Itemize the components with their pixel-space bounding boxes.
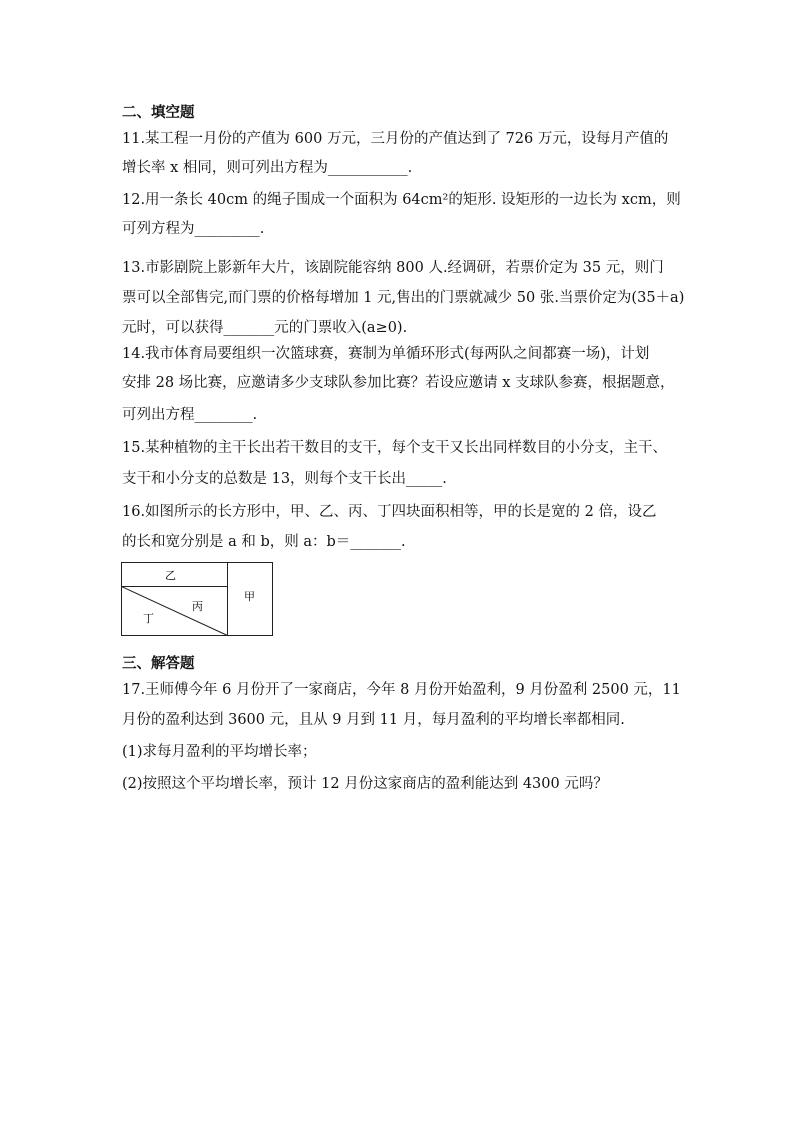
- label-ding: 丁: [143, 612, 154, 625]
- question-16-line-1: 16.如图所示的长方形中，甲、乙、丙、丁四块面积相等，甲的长是宽的 2 倍，设乙: [122, 504, 657, 520]
- section-heading-answer: 三、解答题: [122, 656, 195, 672]
- question-14-line-2: 安排 28 场比赛，应邀请多少支球队参加比赛？若设应邀请 x 支球队参赛，根据题意，: [122, 375, 675, 391]
- label-jia: 甲: [244, 590, 255, 603]
- section-heading-fill-blank: 二、填空题: [122, 105, 195, 121]
- question-15-line-2: 支干和小分支的总数是 13，则每个支干长出_____.: [122, 471, 447, 487]
- question-14-line-1: 14.我市体育局要组织一次篮球赛，赛制为单循环形式(每两队之间都赛一场)，计划: [122, 346, 650, 362]
- question-11-line-2: 增长率 x 相同，则可列出方程为___________.: [122, 160, 413, 176]
- question-17-line-1: 17.王师傅今年 6 月份开了一家商店，今年 8 月份开始盈利，9 月份盈利 2500 元，11: [122, 682, 681, 698]
- question-13-line-1: 13.市影剧院上影新年大片，该剧院能容纳 800 人.经调研，若票价定为 35 元，则门: [122, 260, 664, 276]
- question-16-line-2: 的长和宽分别是 a 和 b，则 a：b＝_______.: [122, 534, 406, 550]
- label-bing: 丙: [192, 600, 203, 613]
- question-12-line-1: 12.用一条长 40cm 的绳子围成一个面积为 64cm²的矩形. 设矩形的一边长为 xcm，则: [122, 192, 681, 208]
- question-14-line-3: 可列出方程________.: [122, 407, 258, 423]
- question-17-part-2: (2)按照这个平均增长率，预计 12 月份这家商店的盈利能达到 4300 元吗？: [122, 776, 608, 792]
- question-15-line-1: 15.某种植物的主干长出若干数目的支干，每个支干又长出同样数目的小分支，主干、: [122, 440, 668, 456]
- question-17-part-1: (1)求每月盈利的平均增长率；: [122, 744, 317, 760]
- rectangle-figure: [121, 562, 273, 636]
- diagonal-line: [122, 587, 228, 636]
- question-13-line-3: 元时，可以获得_______元的门票收入(a≥0).: [122, 320, 408, 336]
- question-13-line-2: 票可以全部售完,而门票的价格每增加 1 元,售出的门票就减少 50 张.当票价定为(35＋a): [122, 290, 685, 306]
- question-17-line-2: 月份的盈利达到 3600 元，且从 9 月到 11 月，每月盈利的平均增长率都相同.: [122, 712, 625, 728]
- question-12-line-2: 可列方程为_________.: [122, 221, 265, 237]
- question-11-line-1: 11.某工程一月份的产值为 600 万元，三月份的产值达到了 726 万元，设每月产值的: [122, 131, 669, 147]
- label-yi: 乙: [165, 569, 176, 582]
